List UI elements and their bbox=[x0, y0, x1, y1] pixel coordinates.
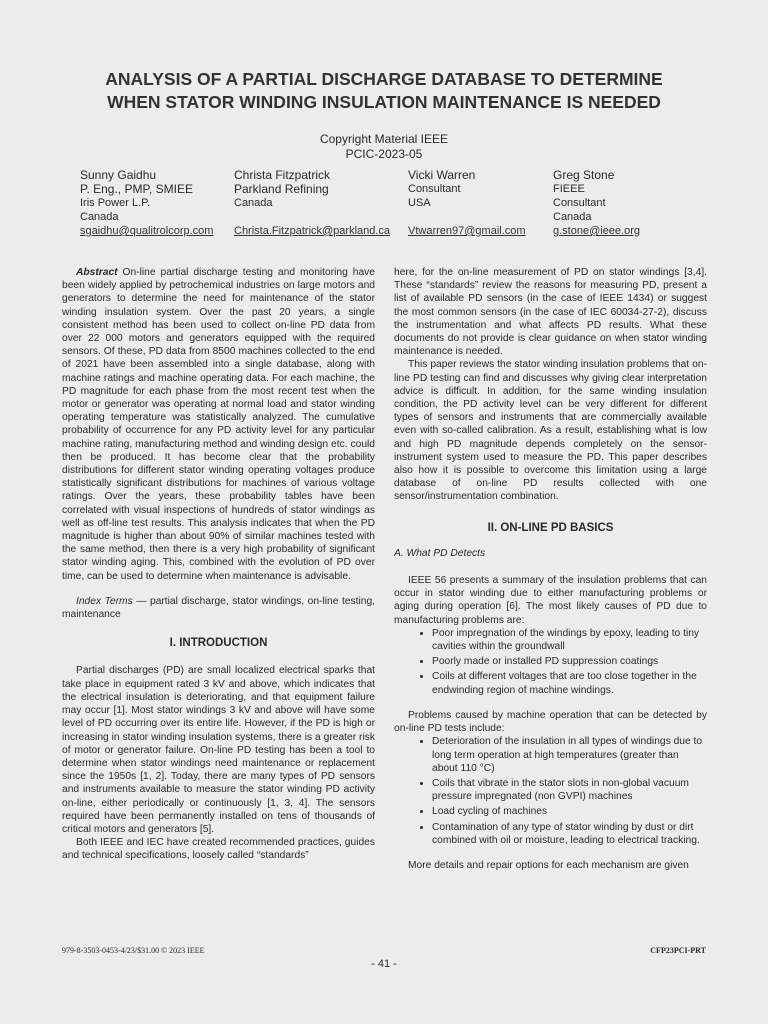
list-item: • Coils that vibrate in the stator slots in non-global vacuum pressure impregnated (non GVPI) machines bbox=[432, 777, 707, 803]
author-affiliation: Consultant bbox=[408, 183, 461, 195]
right-column bbox=[394, 266, 707, 872]
author-4 bbox=[553, 168, 640, 238]
author-name: Sunny Gaidhu bbox=[80, 168, 157, 182]
right-paragraph-1: here, for the on-line measurement of PD on stator windings [3,4]. These “standards” review the reasons for measuring PD, present a list of available PD sensors (in the case of IEEE 1434) or suggest the most common sensors (in the case of IEC 60034-27-2), discuss the instrumentation and what affects PD results. What these documents do not provide is clear guidance on when stator winding maintenance is needed. bbox=[394, 267, 707, 358]
index-terms-label: Index Terms bbox=[76, 595, 133, 607]
list-item: • Load cycling of machines bbox=[432, 805, 707, 818]
author-affiliation: Parkland Refining bbox=[234, 182, 329, 196]
right-paragraph-5: More details and repair options for each mechanism are given bbox=[408, 859, 689, 871]
section-heading-online-pd-basics: II. ON-LINE PD BASICS bbox=[487, 521, 614, 534]
author-country: Canada bbox=[234, 197, 273, 209]
author-credentials: FIEEE bbox=[553, 183, 585, 195]
section-heading-introduction: I. INTRODUCTION bbox=[169, 637, 268, 650]
author-spacer bbox=[234, 210, 390, 224]
right-paragraph-4: Problems caused by machine operation that can be detected by on-line PD tests include: bbox=[394, 709, 707, 735]
intro-paragraph-2: Both IEEE and IEC have created recommended practices, guides and technical specifications, loosely called “standards” bbox=[62, 837, 375, 862]
author-name: Greg Stone bbox=[553, 168, 615, 182]
manufacturing-causes-list bbox=[394, 627, 707, 697]
abstract-text: On-line partial discharge testing and monitoring have been widely applied by petrochemical industries on large motors and generators to determine the need for maintenance of the stator winding insulation system. Over the past 20 years, a single consistent method has been used to collect on-line PD data from over 22 000 motors and generators equipped with the required sensors. Of these, PD data from 8500 machines collected to the end of 2021 have been assembled into a single database, along with machine ratings and machine operating data. For each machine, the PD magnitude for each phase from the most recent test when the motor or generator was operating at normal load and stator winding operating temperature was statistically analyzed. The cumulative probability of occurrence for any PD activity level for any particular machine rating, manufacturing method and winding design etc. could then be produced. It has become clear that the probability distributions for different stator winding operating voltages produce statistically significant distributions for machines of various voltage ratings. Over the years, these probability tables have been correlated with visual inspections of hundreds of stator windings as well as off-line test results. This analysis indicates that when the PD magnitude is higher than about 90% of similar machines tested with the same method, then there is a very high probability of significant stator winding aging. This, combined with the evolution of PD over time, can be used to determine when maintenance is advisable. bbox=[62, 267, 375, 582]
list-item: • Deterioration of the insulation in all types of windings due to long term operation at high temperatures (greater than about 110 °C) bbox=[432, 735, 707, 775]
list-item: • Poorly made or installed PD suppression coatings bbox=[432, 655, 707, 668]
author-affiliation: Consultant bbox=[553, 197, 606, 209]
author-2 bbox=[234, 168, 390, 238]
copyright-block bbox=[200, 132, 568, 162]
abstract bbox=[62, 266, 375, 583]
paper-id: PCIC-2023-05 bbox=[345, 147, 423, 161]
left-column bbox=[62, 266, 375, 863]
author-country: Canada bbox=[553, 211, 592, 223]
abstract-label: Abstract bbox=[76, 267, 118, 278]
author-name: Vicki Warren bbox=[408, 168, 476, 182]
list-item: • Coils at different voltages that are too close together in the endwinding region of machine windings. bbox=[432, 670, 707, 696]
list-item: • Poor impregnation of the windings by epoxy, leading to tiny cavities within the groundwall bbox=[432, 627, 707, 653]
copyright-text: Copyright Material IEEE bbox=[319, 132, 449, 146]
index-terms bbox=[62, 595, 375, 621]
index-terms-text: — partial discharge, stator windings, on-line testing, maintenance bbox=[62, 595, 375, 621]
author-email[interactable]: Christa.Fitzpatrick@parkland.ca bbox=[234, 225, 391, 237]
right-paragraph-3: IEEE 56 presents a summary of the insulation problems that can occur in stator winding due to either manufacturing problems or aging during operation [6]. The most likely causes of PD due to manufacturing problems are: bbox=[394, 575, 707, 626]
list-item: • Contamination of any type of stator winding by dust or dirt combined with oil or moisture, leading to electrical tracking. bbox=[432, 821, 707, 847]
right-paragraph-2: This paper reviews the stator winding insulation problems that on-line PD testing can find and discusses why giving clear interpretation advice is difficult. In addition, for the same winding insulation condition, the PD activity level can be very different for different types of sensors and instruments that are commercially available even with so-called calibration. As a result, establishing what is low and high PD magnitude depends completely on the sensor-instrument system used to measure the PD. This paper describes also how it is possible to overcome this limitation using a large database of on-line PD results collected with one sensor/instrumentation combination. bbox=[394, 359, 707, 503]
subsection-heading-what-pd-detects: A. What PD Detects bbox=[394, 547, 486, 559]
intro-paragraph-1: Partial discharges (PD) are small localized electrical sparks that take place in equipment rated 3 kV and above, which indicates that the electrical insulation is deteriorating, and that equipment failure may occur [1]. Most stator windings 3 kV and above will have some level of PD occurring over its entire life. However, if the PD is high or increasing in stator winding insulation systems, there is a greater risk of motor or generator failure. On-line PD testing has been a tool to determine when stator windings need maintenance or replacement since the 1950s [1, 2]. Today, there are many types of PD sensors and instruments available to measure the stator winding PD activity on-line, either periodically or continuously [1, 3, 4]. The sensors required have been permanently installed on tens of thousands of critical motors and generators [5]. bbox=[62, 665, 375, 835]
operation-causes-list bbox=[394, 735, 707, 847]
author-email[interactable]: g.stone@ieee.org bbox=[553, 225, 641, 237]
author-email[interactable]: Vtwarren97@gmail.com bbox=[408, 225, 526, 237]
author-email[interactable]: sgaidhu@qualitrolcorp.com bbox=[80, 225, 214, 237]
author-country: Canada bbox=[80, 211, 119, 223]
author-spacer bbox=[408, 210, 526, 224]
author-country: USA bbox=[408, 197, 431, 209]
author-affiliation: Iris Power L.P. bbox=[80, 197, 151, 209]
footer-isbn: 979-8-3503-0453-4/23/$31.00 © 2023 IEEE bbox=[62, 946, 205, 955]
author-1 bbox=[80, 168, 213, 238]
footer-code: CFP23PCI-PRT bbox=[650, 946, 706, 955]
author-credentials: P. Eng., PMP, SMIEE bbox=[80, 182, 193, 196]
title-line-2: WHEN STATOR WINDING INSULATION MAINTENANCE IS NEEDED bbox=[107, 92, 661, 112]
paper-title bbox=[60, 68, 708, 114]
title-line-1: ANALYSIS OF A PARTIAL DISCHARGE DATABASE TO DETERMINE bbox=[105, 69, 663, 89]
page-number: - 41 - bbox=[371, 958, 397, 970]
author-3 bbox=[408, 168, 526, 238]
author-name: Christa Fitzpatrick bbox=[234, 168, 331, 182]
